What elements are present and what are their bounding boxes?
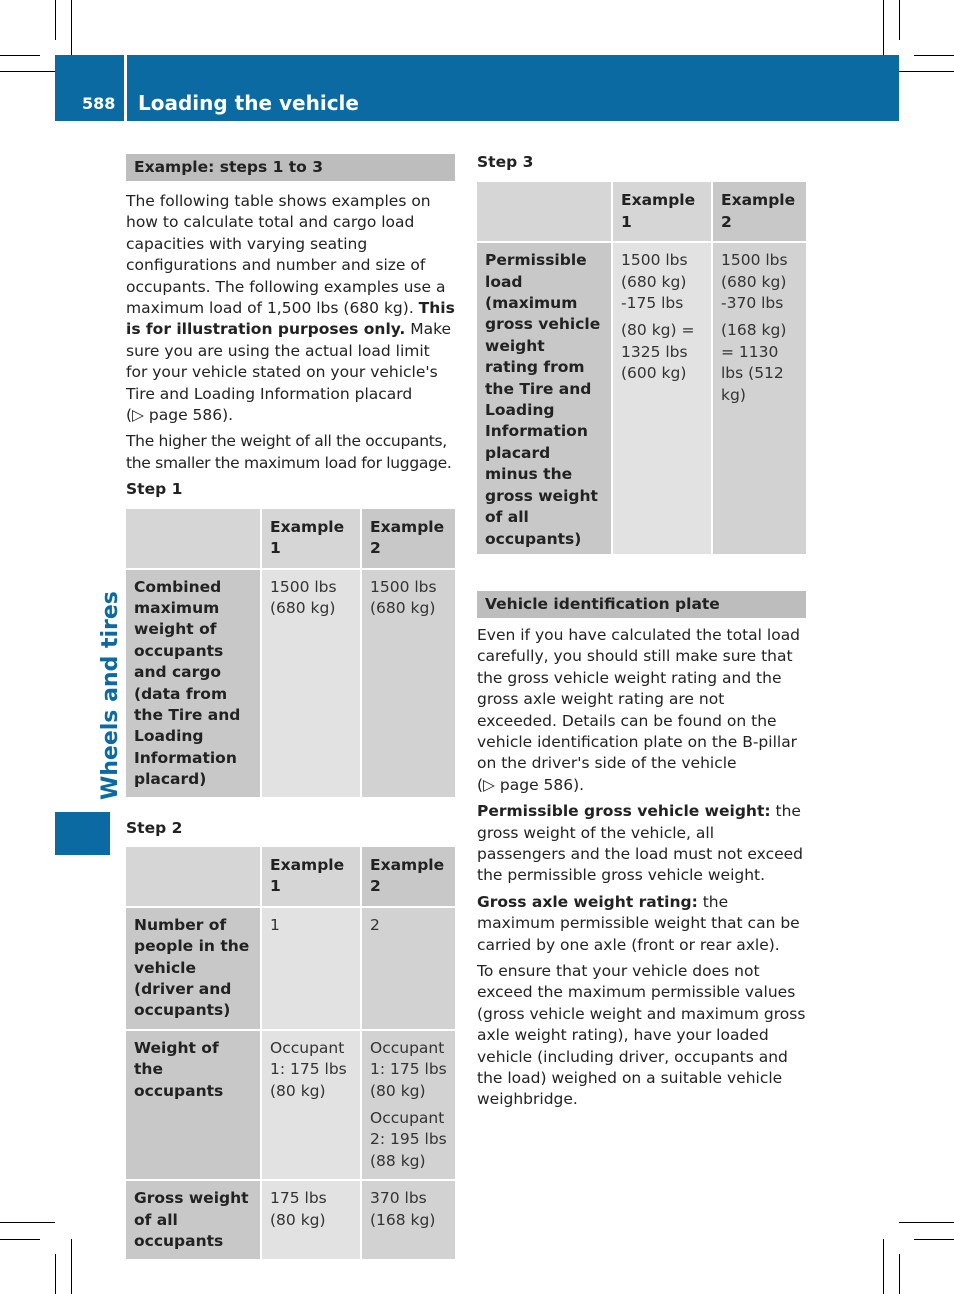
definition-gross-axle-weight [477,892,806,956]
definition: the gross weight of the vehicle, all passengers and the load must not exceed the permissible gross vehicle weight. [477,802,804,885]
intro-emphasis: This is for illustration purposes only. [126,299,455,339]
crop-mark [883,0,884,55]
step-1-table [126,509,455,797]
table-row [126,907,455,1030]
term: Permissible gross vehicle weight: [477,802,771,821]
table-header-example-2: Example 2 [361,509,455,569]
cell-example-1: 1 [261,907,361,1030]
cell-example-1: Occupant 1: 175 lbs (80 kg) [261,1030,361,1180]
crop-mark [899,0,900,40]
table-row [477,242,806,554]
cell-example-2: 370 lbs (168 kg) [361,1180,455,1259]
table-header-example-2: Example 2 [361,847,455,907]
crop-mark [0,55,40,56]
crop-mark [0,1239,40,1240]
cell-example-1 [612,242,712,554]
page-number: 588 [82,94,116,113]
row-label: Permissible load (maximum gross vehicle weight rating from the Tire and Loading Information placard minus the gross weight of all occupants) [477,242,612,554]
definition: the maximum permissible weight that can be carried by one axle (front or rear axle). [477,892,800,954]
row-label: Number of people in the vehicle (driver and occupants) [126,907,261,1030]
definition-gross-vehicle-weight [477,801,806,887]
step-3-table [477,182,806,554]
table-header-example-2: Example 2 [712,182,806,242]
intro-text: The following table shows examples on how to calculate total and cargo load capacities with varying seating configurations and number and size of occupants. The following examples use a maximum load of 1,500 lbs (680 kg). [126,192,446,318]
crop-mark [55,0,56,40]
crop-mark [71,0,72,55]
chapter-title: Wheels and tires [98,591,123,800]
crop-mark [0,1222,55,1223]
calc-part-2: (80 kg) = 1325 lbs (600 kg) [621,321,695,383]
row-label: Gross weight of all occupants [126,1180,261,1259]
occupant-1-value: Occupant 1: 175 lbs (80 kg) [370,1038,447,1100]
right-column [477,152,806,1116]
section-heading: Vehicle identification plate [477,591,806,618]
left-column [126,154,455,1259]
intro-text-cont: Make sure you are using the actual load limit for your vehicle stated on your vehicle's Tire and Loading Information placard [126,320,452,403]
row-label: Combined maximum weight of occupants and cargo (data from the Tire and Loading Information placard) [126,569,261,797]
crop-mark [899,71,954,72]
calc-part-2: (168 kg) = 1130 lbs (512 kg) [721,321,787,404]
table-header-blank [126,509,261,569]
table-row [126,1180,455,1259]
crop-mark [914,1239,954,1240]
crop-mark [914,55,954,56]
calc-part-1: 1500 lbs (680 kg) -175 lbs [621,251,688,313]
cell-example-2 [361,1030,455,1180]
luggage-paragraph: The higher the weight of all the occupants, the smaller the maximum load for luggage. [126,432,452,472]
step-2-label: Step 2 [126,818,183,837]
header-divider [124,55,127,121]
crop-mark [899,1222,954,1223]
step-2-table [126,847,455,1260]
side-tab-marker [55,812,110,855]
cell-example-1: 1500 lbs (680 kg) [261,569,361,797]
occupant-2-value: Occupant 2: 195 lbs (88 kg) [370,1109,447,1170]
cell-example-2: 1500 lbs (680 kg) [361,569,455,797]
intro-paragraph [126,191,455,426]
crop-mark [55,1254,56,1294]
table-row [126,1030,455,1180]
cell-example-1: 175 lbs (80 kg) [261,1180,361,1259]
cell-example-2: 2 [361,907,455,1030]
table-row [126,569,455,797]
page-title: Loading the vehicle [138,91,359,115]
cell-example-2 [712,242,806,554]
crop-mark [899,1254,900,1294]
crop-mark [0,71,55,72]
table-header-example-1: Example 1 [612,182,712,242]
calc-part-1: 1500 lbs (680 kg) -370 lbs [721,251,788,313]
identification-text: Even if you have calculated the total load carefully, you should still make sure that the gross vehicle weight rating and the gross axle weight rating are not exceeded. Details can be found on the vehicle identification plate on the B-pillar on the driver's side of the vehicle [477,625,801,773]
table-header-example-1: Example 1 [261,509,361,569]
step-1-label: Step 1 [126,480,183,499]
row-label: Weight of the occupants [126,1030,261,1180]
table-header-blank [126,847,261,907]
term: Gross axle weight rating: [477,892,698,911]
crop-mark [883,1239,884,1294]
weighbridge-paragraph: To ensure that your vehicle does not exceed the maximum permissible values (gross vehicle weight and maximum gross axle weight rating), have your loaded vehicle (including driver, occupants and the load) weighed on a suitable vehicle weighbridge. [477,962,806,1109]
identification-paragraph [477,625,806,796]
crop-mark [71,1239,72,1294]
table-header-blank [477,182,612,242]
page-reference: (▷ page 586). [126,406,234,425]
section-heading: Example: steps 1 to 3 [126,154,455,181]
page-reference: (▷ page 586). [477,775,585,794]
table-header-example-1: Example 1 [261,847,361,907]
step-3-label: Step 3 [477,153,534,171]
